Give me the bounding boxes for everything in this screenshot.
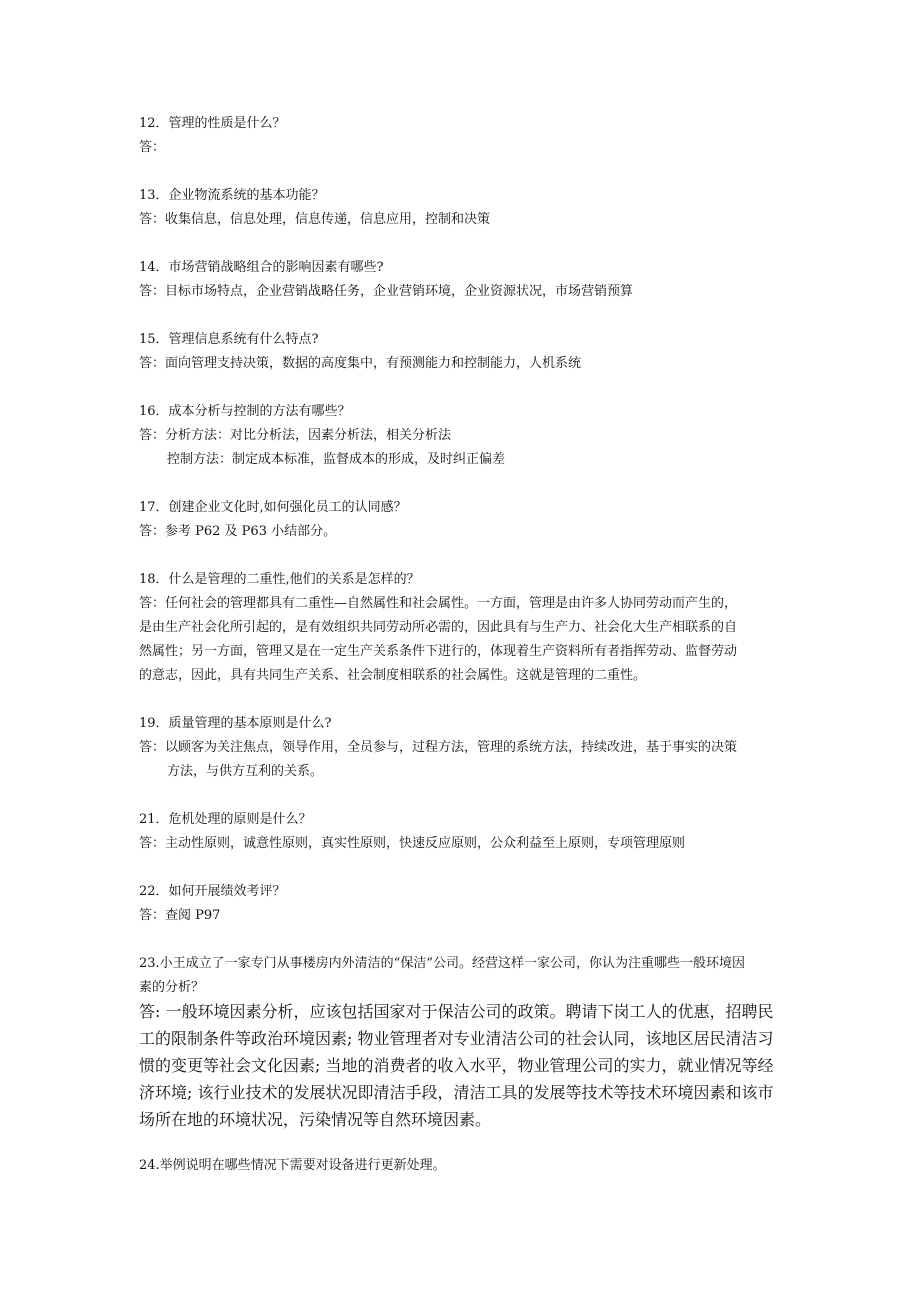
answer-15: 答：面向管理支持决策，数据的高度集中，有预测能力和控制能力，人机系统 — [139, 356, 582, 371]
answer-18-line-4: 的意志，因此，具有共同生产关系、社会制度相联系的社会属性。这就是管理的二重性。 — [139, 668, 647, 683]
answer-13: 答：收集信息，信息处理，信息传递，信息应用，控制和决策 — [139, 212, 491, 227]
question-21: 21．危机处理的原则是什么？ — [139, 812, 312, 827]
answer-18-line-2: 是由生产社会化所引起的，是有效组织共同劳动所必需的，因此具有与生产力、社会化大生产相联系的自 — [139, 620, 738, 635]
question-23-line-1: 23.小王成立了一家专门从事楼房内外清洁的“保洁”公司。经营这样一家公司，你认为注重哪些一般环境因 — [139, 956, 745, 971]
answer-19-line-1: 答：以顾客为关注焦点，领导作用，全员参与，过程方法，管理的系统方法，持续改进，基于事实的决策 — [139, 740, 738, 755]
question-15: 15．管理信息系统有什么特点? — [139, 332, 319, 347]
answer-23-line-3: 惯的变更等社会文化因素; 当地的消费者的收入水平，物业管理公司的实力，就业情况等经 — [139, 1056, 774, 1075]
answer-17: 答：参考 P62 及 P63 小结部分。 — [139, 524, 337, 539]
answer-16-line-2: 控制方法：制定成本标准，监督成本的形成，及时纠正偏差 — [167, 452, 506, 467]
answer-16-line-1: 答：分析方法：对比分析法，因素分析法，相关分析法 — [139, 428, 452, 443]
answer-23-line-4: 济环境; 该行业技术的发展状况即清洁手段，清洁工具的发展等技术等技术环境因素和该市 — [139, 1083, 774, 1102]
question-17: 17．创建企业文化时,如何强化员工的认同感？ — [139, 500, 407, 515]
question-14: 14．市场营销战略组合的影响因素有哪些? — [139, 260, 384, 275]
answer-23-line-1: 答: 一般环境因素分析，应该包括国家对于保洁公司的政策。聘请下岗工人的优惠，招聘民 — [139, 1002, 774, 1021]
question-22: 22．如何开展绩效考评？ — [139, 884, 286, 899]
question-19: 19．质量管理的基本原则是什么? — [139, 716, 332, 731]
question-16: 16．成本分析与控制的方法有哪些？ — [139, 404, 351, 419]
answer-12: 答： — [139, 140, 166, 155]
question-13: 13．企业物流系统的基本功能？ — [139, 188, 325, 203]
answer-21: 答：主动性原则，诚意性原则，真实性原则，快速反应原则，公众利益至上原则，专项管理原则 — [139, 836, 686, 851]
question-24: 24.举例说明在哪些情况下需要对设备进行更新处理。 — [139, 1158, 446, 1173]
answer-23-line-5: 场所在地的环境状况，污染情况等自然环境因素。 — [139, 1110, 492, 1129]
answer-18-line-3: 然属性；另一方面，管理又是在一定生产关系条件下进行的，体现着生产资料所有者指挥劳动、监督劳动 — [139, 644, 738, 659]
answer-14: 答：目标市场特点，企业营销战略任务，企业营销环境，企业资源状况，市场营销预算 — [139, 284, 634, 299]
question-18: 18．什么是管理的二重性,他们的关系是怎样的？ — [139, 572, 420, 587]
answer-22: 答：查阅 P97 — [139, 908, 221, 923]
question-12: 12．管理的性质是什么？ — [139, 116, 286, 131]
question-23-line-2: 素的分析？ — [139, 980, 205, 995]
answer-23-line-2: 工的限制条件等政治环境因素; 物业管理者对专业清洁公司的社会认同，该地区居民清洁习 — [139, 1029, 774, 1048]
answer-19-line-2: 方法，与供方互利的关系。 — [167, 764, 324, 779]
answer-18-line-1: 答：任何社会的管理都具有二重性—自然属性和社会属性。一方面，管理是由许多人协同劳动而产生的， — [139, 596, 738, 611]
